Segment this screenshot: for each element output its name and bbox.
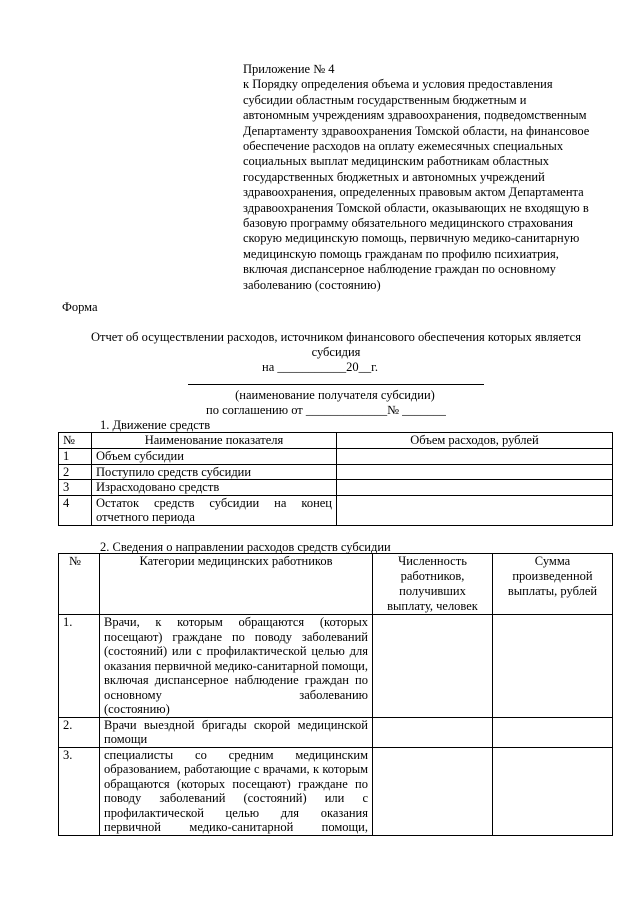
table-header-row — [59, 554, 613, 615]
appendix-line: обеспечение расходов на оплату ежемесячных специальных — [243, 139, 564, 154]
table-header-row — [59, 433, 613, 449]
header-category: Категории медицинских работников — [100, 554, 373, 615]
row-num: 2. — [59, 717, 100, 747]
row-count[interactable] — [373, 717, 493, 747]
appendix-line: субсидии областным государственным бюджетным и — [243, 92, 527, 107]
table-row — [59, 480, 613, 496]
row-name: Объем субсидии — [92, 449, 337, 465]
report-date-line: на ___________20__г. — [262, 360, 378, 374]
appendix-line: автономным учреждениям здравоохранения, подведомственным — [243, 108, 587, 123]
table-row — [59, 717, 613, 747]
appendix-line: здравоохранения Томской области, оказывающих не входящую в — [243, 200, 589, 215]
appendix-line: включая диспансерное наблюдение граждан по основному — [243, 262, 556, 277]
table-row — [59, 615, 613, 718]
appendix-line: к Порядку определения объема и условия предоставления — [243, 77, 553, 92]
appendix-block — [243, 62, 605, 293]
row-num: 2 — [59, 464, 92, 480]
table-row — [59, 747, 613, 835]
agreement-line: по соглашению от _____________№ _______ — [206, 403, 446, 417]
row-name: Остаток средств субсидии на конец отчетного периода — [92, 495, 337, 525]
row-num: 1 — [59, 449, 92, 465]
row-category-tail: (состоянию) — [104, 702, 170, 716]
section1-title: 1. Движение средств — [100, 418, 211, 432]
appendix-line: базовую программу обязательного медицинского страхования — [243, 216, 574, 231]
appendix-line: здравоохранения, определенных правовым актом Департамента — [243, 185, 584, 200]
row-sum[interactable] — [493, 615, 613, 718]
row-category — [100, 615, 373, 718]
appendix-line: медицинскую помощь гражданам по профилю психиатрия, — [243, 246, 559, 261]
appendix-line: скорую медицинскую помощь, первичную медико-санитарную — [243, 231, 580, 246]
report-title — [60, 330, 612, 361]
row-value[interactable] — [337, 480, 613, 496]
header-num: № — [59, 554, 100, 615]
appendix-line: заболеванию (состоянию) — [243, 277, 381, 292]
row-name: Израсходовано средств — [92, 480, 337, 496]
table-row — [59, 495, 613, 525]
row-num: 3 — [59, 480, 92, 496]
recipient-rule — [188, 384, 484, 385]
table-row — [59, 464, 613, 480]
row-count[interactable] — [373, 747, 493, 835]
header-num: № — [59, 433, 92, 449]
row-value[interactable] — [337, 495, 613, 525]
row-category-text: специалисты со средним медицинским образованием, работающие с врачами, к которым обращаются (которых посещают) граждане по поводу заболеваний (состояний) или с профилактической целью для оказания первичной медико-санитарной помощи, — [104, 747, 368, 834]
row-category — [100, 717, 373, 747]
row-category-tail: помощи — [104, 732, 148, 746]
header-count: Численность работников, получивших выплату, человек — [373, 554, 493, 615]
header-indicator: Наименование показателя — [92, 433, 337, 449]
appendix-line: Приложение № 4 — [243, 62, 335, 76]
row-name: Поступило средств субсидии — [92, 464, 337, 480]
row-category-text: Врачи, к которым обращаются (которых посещают) граждане по поводу заболеваний (состояний) или с профилактической целью для оказания первичной медико-санитарной помощи, включая диспансерное наблюдение граждан по основному заболеванию — [104, 615, 368, 702]
row-count[interactable] — [373, 615, 493, 718]
row-sum[interactable] — [493, 747, 613, 835]
row-num: 3. — [59, 747, 100, 835]
appendix-line: социальных выплат медицинским работникам областных — [243, 154, 550, 169]
header-sum: Сумма произведенной выплаты, рублей — [493, 554, 613, 615]
row-value[interactable] — [337, 449, 613, 465]
table-row — [59, 449, 613, 465]
row-num: 4 — [59, 495, 92, 525]
row-value[interactable] — [337, 464, 613, 480]
row-category — [100, 747, 373, 835]
appendix-line: государственных бюджетных и автономных учреждений — [243, 169, 545, 184]
appendix-line: Департаменту здравоохранения Томской области, на финансовое — [243, 123, 590, 138]
report-title-line: Отчет об осуществлении расходов, источником финансового обеспечения которых является — [91, 330, 581, 344]
form-label: Форма — [62, 300, 98, 314]
header-expenses: Объем расходов, рублей — [337, 433, 613, 449]
funds-movement-table — [58, 432, 613, 526]
expenses-direction-table — [58, 553, 613, 836]
row-num: 1. — [59, 615, 100, 718]
section2-title: 2. Сведения о направлении расходов средств субсидии — [100, 540, 391, 554]
report-title-line: субсидия — [311, 345, 361, 360]
row-sum[interactable] — [493, 717, 613, 747]
row-category-text: Врачи выездной бригады скорой медицинской — [104, 717, 368, 732]
recipient-caption: (наименование получателя субсидии) — [235, 388, 435, 402]
